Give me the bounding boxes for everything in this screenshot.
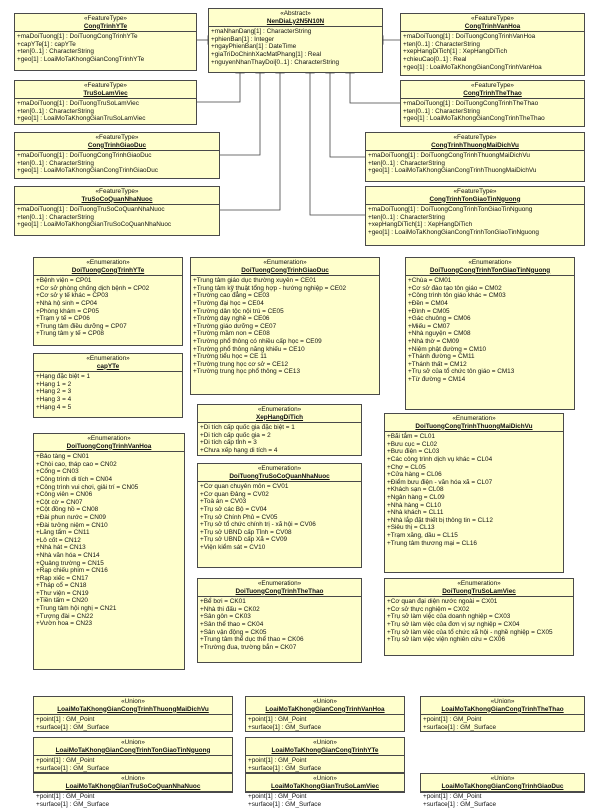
attribute-line: +Trường trung học cơ sở = CE12 — [193, 360, 289, 368]
attribute-line: +Gác chuông = CM06 — [408, 315, 471, 323]
class-name: DoiTuongTruSoCoQuanNhaNuoc — [229, 472, 330, 480]
attribute-list — [34, 756, 232, 773]
attribute-line: +Khách sạn = CL08 — [387, 486, 444, 494]
attribute-line: +point[1] : GM_Point — [36, 716, 95, 724]
stereotype-label: «Union» — [313, 775, 337, 782]
attribute-list — [198, 482, 361, 552]
attribute-line: +surface[1] : GM_Surface — [423, 800, 496, 808]
attribute-line: +maDoiTuong[1] : DoiTuongCongTrinhVanHoa — [403, 33, 536, 41]
class-header — [385, 579, 573, 597]
attribute-line: +ten[0..1] : CharacterString — [17, 213, 94, 221]
attribute-line: +phienBan[1] : Integer — [211, 35, 275, 43]
class-name: DoiTuongTruSoLamViec — [442, 587, 516, 595]
attribute-list — [15, 205, 219, 230]
attribute-line: +Rạp chiếu phim = CN16 — [36, 567, 108, 575]
attribute-line: +maDoiTuong[1] : DoiTuongCongTrinhGiaoDuc — [17, 152, 152, 160]
stereotype-label: «Enumeration» — [86, 355, 130, 362]
attribute-list — [246, 756, 404, 773]
stereotype-label: «Enumeration» — [257, 580, 302, 587]
attribute-line: +geo[1] : LoaiMoTaKhongGianCongTrinhGiaoDuc — [17, 167, 158, 175]
attribute-line: +chieuCao[0..1] : Real — [403, 55, 467, 63]
attribute-line: +Công trình tôn giáo khác = CM03 — [408, 292, 506, 300]
attribute-list — [34, 372, 182, 412]
attribute-line: +Trường mầm non = CE08 — [193, 330, 270, 338]
attribute-line: +Các công trình dịch vụ khác = CL04 — [387, 455, 493, 463]
attribute-line: +Nhà hàng = CL10 — [387, 501, 442, 509]
stereotype-label: «Union» — [313, 698, 337, 705]
attribute-list — [15, 99, 196, 124]
stereotype-label: «Enumeration» — [87, 435, 131, 442]
attribute-line: +Công trình di tích = CN04 — [36, 475, 113, 483]
attribute-line: +Thánh đường = CM11 — [408, 353, 475, 361]
class-box-doituongcongtrinhgiaoduc — [190, 257, 380, 395]
attribute-line: +Trường tiểu học = CE 11 — [193, 353, 267, 361]
class-box-u-yte — [245, 737, 405, 773]
class-name: CongTrinhYTe — [83, 22, 128, 30]
attribute-line: +Trường đại học = CE04 — [193, 299, 264, 307]
attribute-line: +Ngân hàng = CL09 — [387, 493, 445, 501]
attribute-line: +Cột đồng hồ = CN08 — [36, 506, 99, 514]
attribute-line: +point[1] : GM_Point — [423, 793, 482, 801]
class-box-doituongtrusolamviec — [384, 578, 574, 656]
class-header — [34, 774, 232, 792]
class-name: CongTrinhTheThao — [463, 89, 522, 97]
attribute-line: +Tháp cổ = CN18 — [36, 582, 87, 590]
attribute-line: +Hạng 3 = 4 — [36, 395, 72, 403]
attribute-line: +ten[0..1] : CharacterString — [368, 159, 445, 167]
stereotype-label: «Enumeration» — [452, 415, 496, 422]
attribute-line: +point[1] : GM_Point — [248, 793, 307, 801]
class-name: LoaiMoTaKhongGianCongTrinhThuongMaiDichVu — [57, 705, 209, 713]
attribute-line: +surface[1] : GM_Surface — [423, 723, 496, 731]
attribute-line: +Thư viện = CN19 — [36, 589, 89, 597]
attribute-line: +Đài tưởng niệm = CN10 — [36, 521, 108, 529]
attribute-line: +Trường giáo dưỡng = CE07 — [193, 322, 277, 330]
attribute-line: +Rạp xiếc = CN17 — [36, 574, 89, 582]
class-name: TruSoLamViec — [83, 89, 128, 97]
attribute-line: +Tiền tấm = CN20 — [36, 597, 88, 605]
attribute-line: +maDoiTuong[1] : DoiTuongTruSoCoQuanNhaNuoc — [17, 206, 165, 214]
stereotype-label: «Enumeration» — [263, 259, 307, 266]
attribute-line: +Sân thể thao = CK04 — [200, 620, 264, 628]
generalization-line — [350, 73, 400, 103]
attribute-list — [209, 27, 382, 67]
class-header — [401, 14, 584, 32]
attribute-list — [34, 792, 232, 809]
stereotype-label: «Union» — [313, 739, 337, 746]
attribute-line: +ten[0..1] : CharacterString — [403, 40, 480, 48]
class-header — [385, 414, 563, 432]
class-name: DoiTuongCongTrinhGiaoDuc — [241, 266, 329, 274]
class-name: LoaiMoTaKhongGianTruSoCoQuanNhaNuoc — [65, 782, 201, 790]
attribute-line: +Trụ sở các Bộ = CV04 — [200, 505, 267, 513]
attribute-line: +Cơ sở đào tạo tôn giáo = CM02 — [408, 284, 502, 292]
stereotype-label: «FeatureType» — [453, 188, 497, 195]
attribute-line: +Di tích cấp quốc gia đặc biệt = 1 — [200, 424, 295, 432]
class-box-trusolamviec — [14, 80, 197, 125]
attribute-line: +Cơ quan đại diện nước ngoài = CX01 — [387, 598, 498, 606]
attribute-line: +nguyenNhanThayDoi[0..1] : CharacterString — [211, 58, 340, 66]
attribute-line: +Trường phổ thông năng khiếu = CE10 — [193, 345, 305, 353]
class-header — [198, 464, 361, 482]
attribute-line: +Trung tâm giáo dục thường xuyên = CE01 — [193, 277, 317, 285]
attribute-line: +Trạm y tế = CP06 — [36, 315, 90, 323]
attribute-line: +geo[1] : LoaiMoTaKhongGianCongTrinhThuongMaiDichVu — [368, 167, 537, 175]
class-box-congtrinhgiaoduc — [14, 132, 220, 179]
attribute-line: +surface[1] : GM_Surface — [248, 723, 321, 731]
class-name: DoiTuongCongTrinhTonGiaoTinNguong — [429, 266, 551, 274]
class-box-congtrinhthethao — [400, 80, 585, 127]
class-box-doituongcongtrinhthethao — [197, 578, 362, 663]
attribute-list — [401, 99, 584, 124]
attribute-line: +point[1] : GM_Point — [248, 716, 307, 724]
attribute-line: +ten[0..1] : CharacterString — [17, 107, 94, 115]
attribute-line: +Thánh thất = CM12 — [408, 360, 467, 368]
attribute-list — [246, 792, 404, 809]
class-header — [34, 434, 184, 452]
class-box-congtrinhtongiaotinnguong — [365, 186, 585, 246]
class-header — [34, 258, 182, 276]
attribute-line: +Đài phun nước = CN09 — [36, 513, 106, 521]
attribute-line: +Trụ sở UBND cấp Tỉnh = CV08 — [200, 528, 292, 536]
class-header — [209, 9, 382, 27]
attribute-line: +geo[1] : LoaiMoTaKhongGianTruSoLamViec — [17, 115, 146, 123]
generalization-line — [220, 73, 280, 210]
attribute-line: +Lô cốt = CN12 — [36, 536, 81, 544]
class-box-doituongcongtrinhthuongmaidichvu — [384, 413, 564, 573]
attribute-line: +Đền = CM04 — [408, 299, 448, 307]
class-header — [34, 354, 182, 372]
attribute-line: +Trường dạy nghề = CE06 — [193, 315, 270, 323]
attribute-line: +surface[1] : GM_Surface — [248, 764, 321, 772]
class-name: capYTe — [96, 362, 120, 370]
class-name: LoaiMoTaKhongGianCongTrinhTheThao — [441, 705, 564, 713]
attribute-line: +Trung tâm kỹ thuật tổng hợp - hướng nghiệp = CE02 — [193, 284, 347, 292]
attribute-list — [198, 597, 361, 652]
attribute-line: +ten[0..1] : CharacterString — [368, 213, 445, 221]
attribute-line: +geo[1] : LoaiMoTaKhongGianTruSoCoQuanNhaNuoc — [17, 221, 172, 229]
attribute-line: +Cơ quan chuyên môn = CV01 — [200, 483, 289, 491]
attribute-line: +capYTe[1] : capYTe — [17, 40, 76, 48]
stereotype-label: «FeatureType» — [471, 15, 514, 22]
attribute-line: +Nhà nguyện = CM08 — [408, 330, 471, 338]
attribute-line: +Trường dân tộc nội trú = CE05 — [193, 307, 284, 315]
attribute-line: +xepHangDiTich[1] : XepHangDiTich — [368, 221, 473, 229]
attribute-line: +xepHangDiTich[1] : XepHangDiTich — [403, 48, 508, 56]
attribute-line: +Bể bơi = CK01 — [200, 598, 246, 606]
attribute-list — [191, 276, 379, 377]
generalization-line — [310, 73, 365, 215]
class-name: NenDiaLy2N5N10N — [266, 17, 325, 25]
attribute-line: +Trung tâm thể dục thể thao = CK06 — [200, 636, 304, 644]
class-box-u-thuongmaidichvu — [33, 696, 233, 732]
class-header — [191, 258, 379, 276]
attribute-line: +Nhà hát = CN13 — [36, 544, 86, 552]
attribute-line: +Đình = CM05 — [408, 307, 450, 315]
attribute-line: +Hạng 4 = 5 — [36, 403, 72, 411]
class-box-nendialy — [208, 8, 383, 73]
class-box-u-vanhoa — [245, 696, 405, 732]
attribute-line: +Quảng trường = CN15 — [36, 559, 104, 567]
attribute-line: +Nhà thi đấu = CK02 — [200, 605, 260, 613]
class-header — [401, 81, 584, 99]
attribute-line: +maDoiTuong[1] : DoiTuongCongTrinhTonGiaoTinNguong — [368, 206, 533, 214]
attribute-list — [246, 715, 404, 732]
attribute-line: +Chợ = CL05 — [387, 463, 426, 471]
attribute-line: +surface[1] : GM_Surface — [248, 800, 321, 808]
class-box-u-giaoduc — [420, 773, 585, 808]
attribute-list — [421, 792, 584, 809]
stereotype-label: «FeatureType» — [95, 188, 139, 195]
class-name: CongTrinhThuongMaiDichVu — [431, 141, 519, 149]
class-header — [15, 14, 196, 32]
stereotype-label: «Enumeration» — [257, 465, 302, 472]
stereotype-label: «Union» — [121, 739, 145, 746]
attribute-line: +point[1] : GM_Point — [36, 793, 95, 801]
attribute-line: +maDoiTuong[1] : DoiTuongTruSoLamViec — [17, 100, 139, 108]
attribute-line: +Trường trung học phổ thông = CE13 — [193, 368, 300, 376]
generalization-line — [330, 73, 365, 157]
class-name: CongTrinhTonGiaoTinNguong — [429, 195, 521, 203]
class-box-u-tongiao — [33, 737, 233, 773]
attribute-list — [15, 32, 196, 64]
attribute-line: +ten[0..1] : CharacterString — [403, 107, 480, 115]
class-box-doituongcongtrinhtongiaotinnguong — [405, 257, 575, 410]
class-header — [198, 579, 361, 597]
stereotype-label: «Enumeration» — [257, 406, 302, 413]
class-box-congtrinhthuongmaidichvu — [365, 132, 585, 182]
class-name: LoaiMoTaKhongGianCongTrinhTonGiaoTinNguong — [55, 746, 211, 754]
attribute-line: +Nhà hộ sinh = CP04 — [36, 299, 98, 307]
stereotype-label: «Enumeration» — [468, 259, 512, 266]
stereotype-label: «Abstract» — [280, 10, 311, 17]
attribute-list — [401, 32, 584, 72]
class-box-doituongcongtrinhyte — [33, 257, 183, 346]
class-header — [246, 697, 404, 715]
class-name: LoaiMoTaKhongGianCongTrinhVanHoa — [265, 705, 385, 713]
attribute-line: +Trụ sở tổ chức chính trị - xã hội = CV06 — [200, 521, 316, 529]
attribute-list — [385, 432, 563, 548]
attribute-list — [34, 276, 182, 339]
attribute-line: +Viện kiểm sát = CV10 — [200, 543, 266, 551]
class-name: LoaiMoTaKhongGianCongTrinhYTe — [271, 746, 379, 754]
stereotype-label: «Union» — [490, 698, 515, 705]
class-header — [366, 187, 584, 205]
class-box-congtrinhvanhoa — [400, 13, 585, 76]
attribute-line: +Hạng 1 = 2 — [36, 380, 72, 388]
attribute-line: +Trụ sở Chính Phủ = CV05 — [200, 513, 278, 521]
attribute-line: +Sân gôn = CK03 — [200, 613, 251, 621]
class-name: DoiTuongCongTrinhYTe — [71, 266, 145, 274]
attribute-line: +Chùa = CM01 — [408, 277, 452, 285]
stereotype-label: «Union» — [121, 775, 145, 782]
class-name: XepHangDiTich — [255, 413, 304, 421]
attribute-line: +Tượng đài = CN22 — [36, 612, 94, 620]
attribute-line: +Bưu điện = CL03 — [387, 448, 440, 456]
attribute-line: +Hạng đặc biệt = 1 — [36, 373, 91, 381]
attribute-line: +geo[1] : LoaiMoTaKhongGianCongTrinhTheThao — [403, 115, 545, 123]
attribute-line: +ngayPhienBan[1] : DateTime — [211, 43, 297, 51]
attribute-line: +Di tích cấp tỉnh = 3 — [200, 439, 257, 447]
stereotype-label: «Union» — [490, 775, 515, 782]
class-header — [246, 774, 404, 792]
attribute-line: +point[1] : GM_Point — [36, 757, 95, 765]
attribute-line: +Cổng = CN03 — [36, 468, 79, 476]
attribute-list — [34, 452, 184, 629]
class-header — [421, 697, 584, 715]
attribute-line: +Trung tâm y tế = CP08 — [36, 330, 104, 338]
attribute-line: +Miếu = CM07 — [408, 322, 450, 330]
attribute-line: +Nhà khách = CL11 — [387, 509, 444, 517]
class-box-u-thethao — [420, 696, 585, 732]
attribute-line: +Chưa xếp hạng di tích = 4 — [200, 446, 278, 454]
attribute-line: +Trung tâm điều dưỡng = CP07 — [36, 322, 127, 330]
attribute-line: +Nhà thờ = CM09 — [408, 337, 460, 345]
class-header — [246, 738, 404, 756]
stereotype-label: «Enumeration» — [457, 580, 501, 587]
class-name: LoaiMoTaKhongGianCongTrinhGiaoDuc — [441, 782, 564, 790]
class-header — [15, 133, 219, 151]
attribute-line: +Cơ quan Đảng = CV02 — [200, 490, 269, 498]
attribute-line: +Lăng tẩm = CN11 — [36, 529, 90, 537]
class-header — [34, 738, 232, 756]
attribute-line: +Trụ sở UBND cấp Xã = CV09 — [200, 536, 288, 544]
attribute-list — [198, 423, 361, 455]
attribute-line: +Cơ sở y tế khác = CP03 — [36, 292, 109, 300]
attribute-list — [366, 205, 584, 237]
attribute-line: +geo[1] : LoaiMoTaKhongGianCongTrinhVanHoa — [403, 63, 542, 71]
attribute-line: +surface[1] : GM_Surface — [36, 764, 109, 772]
attribute-line: +maDoiTuong[1] : DoiTuongCongTrinhTheThao — [403, 100, 539, 108]
stereotype-label: «FeatureType» — [84, 82, 127, 89]
attribute-line: +Hạng 2 = 3 — [36, 388, 72, 396]
attribute-line: +ten[0..1] : CharacterString — [17, 159, 94, 167]
class-box-doituongtrusocoquannhanuoc — [197, 463, 362, 568]
attribute-list — [421, 715, 584, 732]
attribute-line: +Trụ sở làm việc của đơn vị sự nghiệp = CX04 — [387, 620, 520, 628]
class-header — [421, 774, 584, 792]
generalization-line — [197, 73, 240, 102]
attribute-line: +Trụ sở của tổ chức tôn giáo = CM13 — [408, 368, 515, 376]
class-header — [34, 697, 232, 715]
class-box-doituongcongtrinhvanhoa — [33, 433, 185, 670]
attribute-line: +Bệnh viện = CP01 — [36, 277, 92, 285]
attribute-line: +surface[1] : GM_Surface — [36, 800, 109, 808]
stereotype-label: «FeatureType» — [471, 82, 514, 89]
attribute-line: +Trung tâm hội nghị = CN21 — [36, 605, 117, 613]
stereotype-label: «Enumeration» — [86, 259, 130, 266]
attribute-line: +Siêu thị = CL13 — [387, 524, 435, 532]
attribute-line: +Vườn hoa = CN23 — [36, 620, 93, 628]
attribute-line: +giaTriDoChinhXacMatPhang[1] : Real — [211, 50, 322, 58]
class-box-u-trusocoquan — [33, 773, 233, 808]
class-name: DoiTuongCongTrinhVanHoa — [66, 442, 152, 450]
attribute-line: +maDoiTuong[1] : DoiTuongCongTrinhThuongMaiDichVu — [368, 152, 530, 160]
attribute-line: +geo[1] : LoaiMoTaKhongGianCongTrinhYTe — [17, 55, 145, 63]
attribute-line: +Trường phổ thông có nhiều cấp học = CE09 — [193, 337, 322, 345]
class-box-congtrinhyte — [14, 13, 197, 71]
attribute-line: +Trường cao đẳng = CE03 — [193, 292, 270, 300]
attribute-list — [34, 715, 232, 732]
attribute-line: +Cơ sở thực nghiệm = CX02 — [387, 605, 470, 613]
attribute-line: +Bãi tắm = CL01 — [387, 433, 435, 441]
stereotype-label: «Union» — [121, 698, 145, 705]
class-header — [366, 133, 584, 151]
attribute-line: +point[1] : GM_Point — [423, 716, 482, 724]
attribute-line: +geo[1] : LoaiMoTaKhongGianCongTrinhTonGiaoTinNguong — [368, 228, 539, 236]
class-box-capyte — [33, 353, 183, 418]
attribute-line: +ten[0..1] : CharacterString — [17, 48, 94, 56]
attribute-line: +Điểm bưu điện - văn hóa xã = CL07 — [387, 478, 493, 486]
attribute-line: +Nhà lắp đặt thiết bị thông tin = CL12 — [387, 516, 493, 524]
attribute-line: +Phòng khám = CP05 — [36, 307, 99, 315]
attribute-line: +Nhà văn hóa = CN14 — [36, 551, 100, 559]
attribute-list — [385, 597, 573, 645]
stereotype-label: «FeatureType» — [95, 134, 139, 141]
stereotype-label: «FeatureType» — [453, 134, 497, 141]
class-box-u-trusolamviec — [245, 773, 405, 808]
class-header — [15, 187, 219, 205]
attribute-line: +Trụ sở làm việc của tổ chức xã hội - nghề nghiệp = CX05 — [387, 628, 553, 636]
attribute-line: +Chòi cao, tháp cao = CN02 — [36, 460, 117, 468]
class-name: DoiTuongCongTrinhThuongMaiDichVu — [415, 422, 533, 430]
attribute-line: +Cột cờ = CN07 — [36, 498, 83, 506]
attribute-line: +Niệm phật đường = CM10 — [408, 345, 487, 353]
stereotype-label: «FeatureType» — [84, 15, 127, 22]
attribute-list — [15, 151, 219, 176]
attribute-line: +maNhanDang[1] : CharacterString — [211, 28, 312, 36]
attribute-line: +Bảo tàng = CN01 — [36, 453, 89, 461]
attribute-line: +Bưu cục = CL02 — [387, 440, 438, 448]
class-name: DoiTuongCongTrinhTheThao — [235, 587, 324, 595]
attribute-line: +point[1] : GM_Point — [248, 757, 307, 765]
class-box-trusocoquannhanuoc — [14, 186, 220, 236]
class-header — [406, 258, 574, 276]
attribute-list — [406, 276, 574, 384]
attribute-line: +surface[1] : GM_Surface — [36, 723, 109, 731]
attribute-line: +Cửa hàng = CL06 — [387, 471, 442, 479]
class-name: LoaiMoTaKhongGianTruSoLamViec — [270, 782, 380, 790]
attribute-line: +Sân vận động = CK05 — [200, 628, 267, 636]
attribute-line: +Trường đua, trường bắn = CK07 — [200, 643, 297, 651]
class-header — [15, 81, 196, 99]
attribute-line: +Trạm xăng, dầu = CL15 — [387, 531, 458, 539]
class-header — [198, 405, 361, 423]
class-box-xephangditich — [197, 404, 362, 456]
attribute-line: +Trụ sở làm việc của doanh nghiệp = CX03 — [387, 613, 511, 621]
attribute-line: +Cơ sở phòng chống dịch bệnh = CP02 — [36, 284, 150, 292]
attribute-line: +Toà án = CV03 — [200, 498, 247, 506]
attribute-line: +Trụ sở làm việc viện nghiên cứu = CX06 — [387, 636, 505, 644]
attribute-line: +Từ đường = CM14 — [408, 375, 466, 383]
attribute-list — [366, 151, 584, 176]
class-name: CongTrinhGiaoDuc — [87, 141, 147, 149]
class-name: TruSoCoQuanNhaNuoc — [81, 195, 153, 203]
attribute-line: +Trung tâm thương mại = CL16 — [387, 539, 477, 547]
class-name: CongTrinhVanHoa — [464, 22, 521, 30]
attribute-line: +Công trình vui chơi, giải trí = CN05 — [36, 483, 139, 491]
attribute-line: +Di tích cấp quốc gia = 2 — [200, 431, 271, 439]
attribute-line: +maDoiTuong[1] : DoiTuongCongTrinhYTe — [17, 33, 138, 41]
attribute-line: +Công viên = CN06 — [36, 491, 93, 499]
